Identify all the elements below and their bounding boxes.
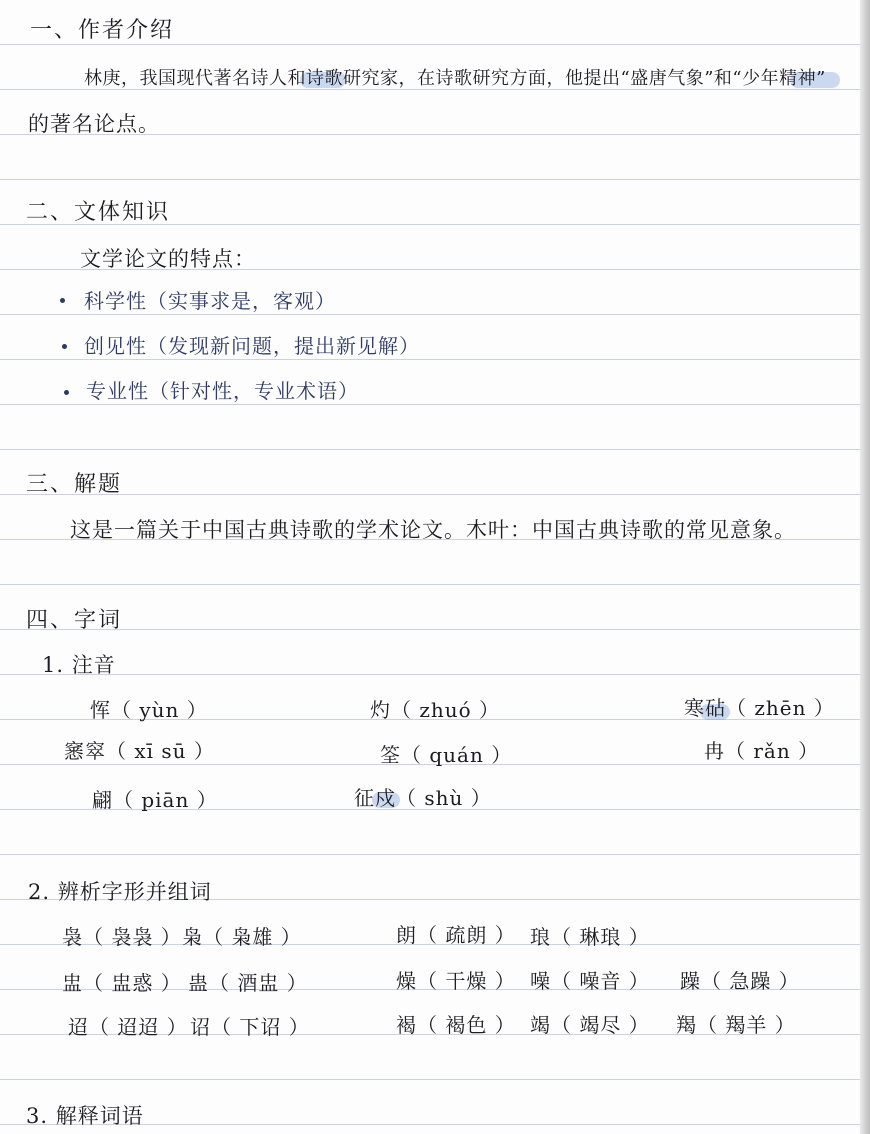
bullet-dot (64, 390, 69, 395)
word-pair-item: 蛊（ 酒盅 ） (188, 971, 308, 995)
bullet-dot (60, 298, 65, 303)
section-heading-author: 一、作者介绍 (30, 18, 175, 43)
section-heading-title-analysis: 三、解题 (26, 472, 123, 497)
genre-bullet-3: 专业性（针对性，专业术语） (86, 379, 359, 403)
genre-subtitle: 文学论文的特点： (80, 247, 256, 271)
phonetic-item: 寒砧（ zhēn ） (684, 696, 835, 720)
author-intro-line-2: 的著名论点。 (28, 112, 160, 136)
section-heading-vocabulary: 四、字词 (26, 608, 123, 633)
word-pair-item: 羯（ 羯羊 ） (676, 1013, 796, 1037)
genre-bullet-1: 科学性（实事求是，客观） (84, 289, 336, 313)
word-pair-item: 褐（ 褐色 ） (396, 1013, 516, 1037)
word-pair-item: 噪（ 噪音 ） (530, 969, 650, 993)
phonetic-item: 恽（ yùn ） (90, 698, 208, 722)
word-pair-item: 诏（ 下诏 ） (190, 1015, 310, 1039)
word-analysis-subtitle: 2. 辨析字形并组词 (28, 880, 212, 904)
page-edge-shadow (860, 0, 870, 1134)
word-pair-item: 袅（ 袅袅 ） (62, 925, 182, 949)
phonetic-item: 筌（ quán ） (380, 743, 513, 767)
phonetic-subtitle: 1. 注音 (42, 653, 116, 677)
word-pair-item: 燥（ 干燥 ） (396, 969, 516, 993)
phonetic-item: 征戍（ shù ） (354, 786, 492, 810)
author-intro-line-1: 林庚，我国现代著名诗人和诗歌研究家，在诗歌研究方面，他提出“盛唐气象”和“少年精神” (84, 68, 826, 89)
word-pair-item: 迢（ 迢迢 ） (68, 1015, 188, 1039)
explain-words-subtitle: 3. 解释词语 (26, 1104, 144, 1128)
word-pair-item: 竭（ 竭尽 ） (530, 1013, 650, 1037)
phonetic-item: 翩（ piān ） (92, 788, 218, 812)
phonetic-item: 灼（ zhuó ） (370, 698, 501, 722)
word-pair-item: 躁（ 急躁 ） (680, 969, 800, 993)
word-pair-item: 琅（ 琳琅 ） (530, 925, 650, 949)
phonetic-item: 冉（ rǎn ） (704, 739, 820, 763)
phonetic-item: 窸窣（ xī sū ） (64, 739, 215, 763)
section-heading-genre: 二、文体知识 (26, 200, 171, 225)
word-pair-item: 枭（ 枭雄 ） (182, 925, 302, 949)
word-pair-item: 朗（ 疏朗 ） (396, 923, 516, 947)
title-analysis-text: 这是一篇关于中国古典诗歌的学术论文。木叶：中国古典诗歌的常见意象。 (70, 518, 796, 542)
bullet-dot (62, 344, 67, 349)
genre-bullet-2: 创见性（发现新问题，提出新见解） (84, 334, 420, 358)
word-pair-item: 盅（ 盅惑 ） (62, 971, 182, 995)
